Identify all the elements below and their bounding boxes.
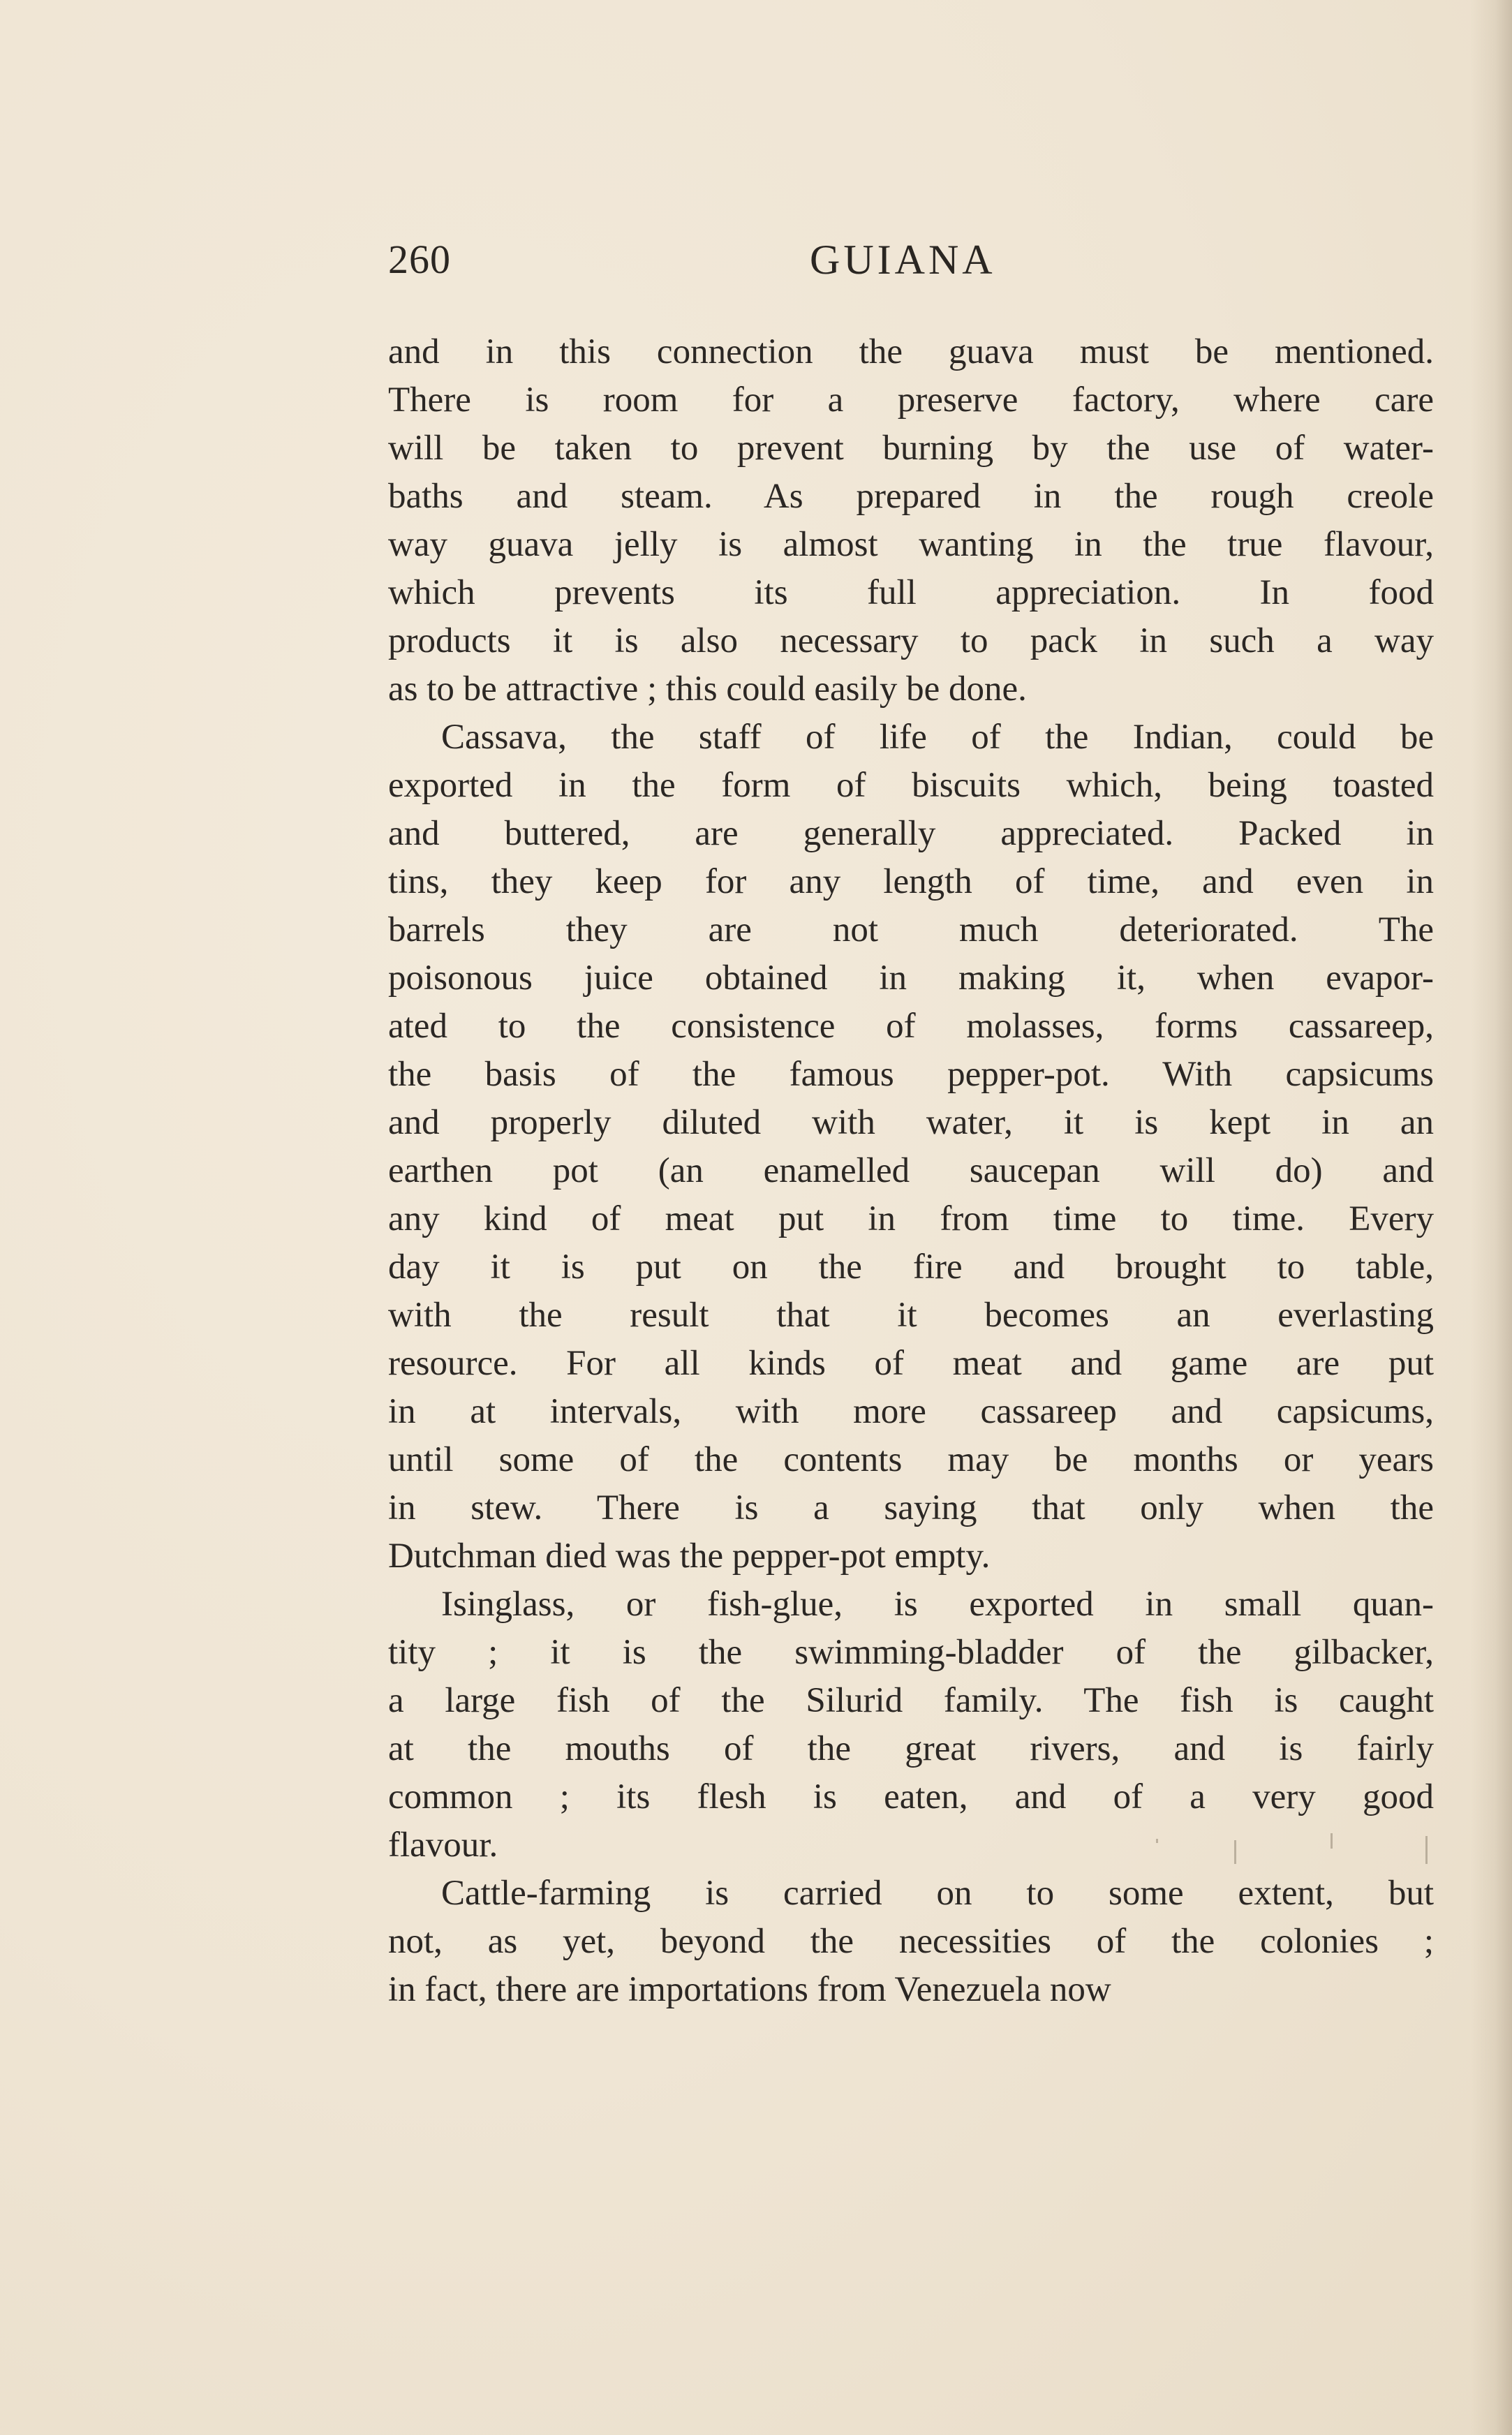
print-speck: [1425, 1836, 1428, 1864]
text-line: flavour.: [388, 1826, 498, 1865]
text-line: in fact, there are importations from Venezuela now: [388, 1970, 1111, 2009]
text-line: Cassava, the staff of life of the Indian, could be: [441, 718, 1434, 757]
text-line: There is room for a preserve factory, where care: [388, 380, 1434, 420]
text-line: Isinglass, or fish-glue, is exported in small quan-: [441, 1585, 1434, 1624]
text-line: with the result that it becomes an everlasting: [388, 1296, 1434, 1335]
text-line: any kind of meat put in from time to time. Every: [388, 1199, 1434, 1238]
text-line: day it is put on the fire and brought to table,: [388, 1248, 1434, 1287]
running-title: GUIANA: [810, 237, 996, 283]
text-line: resource. For all kinds of meat and game are put: [388, 1344, 1434, 1383]
text-line: which prevents its full appreciation. In food: [388, 573, 1434, 612]
text-line: baths and steam. As prepared in the rough creole: [388, 477, 1434, 516]
text-line: until some of the contents may be months or years: [388, 1440, 1434, 1479]
text-line: tity ; it is the swimming-bladder of the gilbacker,: [388, 1633, 1434, 1672]
text-line: and properly diluted with water, it is kept in an: [388, 1103, 1434, 1142]
body-text: [388, 328, 1434, 2014]
page-number: 260: [388, 237, 451, 282]
text-line: a large fish of the Silurid family. The fish is caught: [388, 1681, 1434, 1720]
print-speck: [1234, 1840, 1236, 1864]
text-line: in at intervals, with more cassareep and capsicums,: [388, 1392, 1434, 1431]
text-line: way guava jelly is almost wanting in the true flavour,: [388, 525, 1434, 564]
text-line: barrels they are not much deteriorated. The: [388, 910, 1434, 949]
print-speck: [1156, 1839, 1158, 1843]
text-line: and buttered, are generally appreciated. Packed in: [388, 814, 1434, 853]
text-line: not, as yet, beyond the necessities of the colonies ;: [388, 1922, 1434, 1961]
text-line: earthen pot (an enamelled saucepan will do) and: [388, 1151, 1434, 1190]
text-line: common ; its flesh is eaten, and of a very good: [388, 1777, 1434, 1816]
text-line: ated to the consistence of molasses, forms cassareep,: [388, 1007, 1434, 1046]
text-line: tins, they keep for any length of time, and even in: [388, 862, 1434, 901]
text-line: as to be attractive ; this could easily be done.: [388, 669, 1027, 709]
text-line: Cattle-farming is carried on to some extent, but: [441, 1874, 1434, 1913]
text-line: in stew. There is a saying that only when the: [388, 1488, 1434, 1527]
text-line: Dutchman died was the pepper-pot empty.: [388, 1537, 991, 1576]
text-line: poisonous juice obtained in making it, when evapor-: [388, 959, 1434, 998]
text-line: at the mouths of the great rivers, and is fairly: [388, 1729, 1434, 1768]
text-line: products it is also necessary to pack in such a way: [388, 621, 1434, 660]
running-header: [388, 232, 1435, 295]
text-line: exported in the form of biscuits which, being toasted: [388, 766, 1434, 805]
page-edge-shadow: [1470, 0, 1512, 2435]
text-line: the basis of the famous pepper-pot. With capsicums: [388, 1055, 1434, 1094]
print-speck: [1331, 1833, 1333, 1849]
text-line: will be taken to prevent burning by the use of water-: [388, 429, 1434, 468]
text-line: and in this connection the guava must be mentioned.: [388, 332, 1434, 371]
